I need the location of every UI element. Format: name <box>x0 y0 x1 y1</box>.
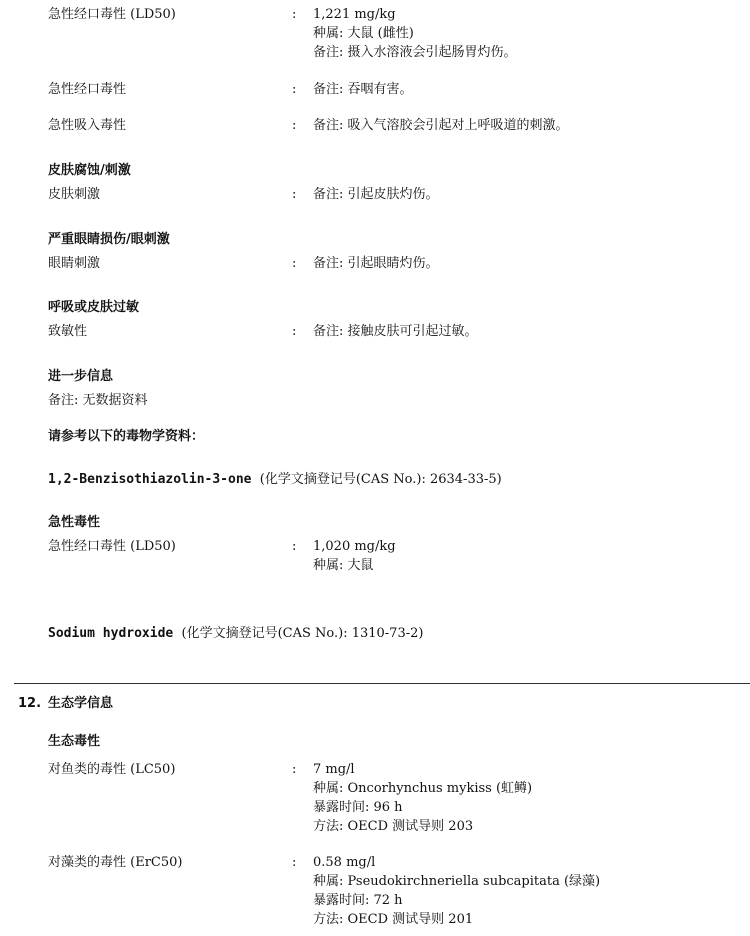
oral-ld50-species: 种属: 大鼠 (雌性) <box>313 26 414 41</box>
colon: : <box>292 82 297 97</box>
colon: : <box>292 762 297 777</box>
eye-note: 备注: 引起眼睛灼伤。 <box>313 256 439 271</box>
algae-species: 种属: Pseudokirchneriella subcapitata (绿藻) <box>313 874 601 889</box>
algae-toxicity-value: 0.58 mg/l <box>313 855 376 870</box>
bit-oral-ld50-value: 1,020 mg/kg <box>313 539 396 554</box>
naoh-substance-name: Sodium hydroxide <box>48 626 174 641</box>
algae-toxicity-label: 对藻类的毒性 (ErC50) <box>48 855 183 870</box>
sensitization-label: 致敏性 <box>48 324 88 339</box>
colon: : <box>292 118 297 133</box>
section-12-number: 12. <box>18 696 42 711</box>
oral-label: 急性经口毒性 <box>48 82 127 97</box>
bit-cas-number: (化学文摘登记号(CAS No.): 2634-33-5) <box>259 472 502 487</box>
eye-heading: 严重眼睛损伤/眼刺激 <box>48 232 170 247</box>
fish-exposure-time: 暴露时间: 96 h <box>313 800 403 815</box>
bit-oral-ld50-species: 种属: 大鼠 <box>313 558 374 573</box>
oral-ld50-note: 备注: 摄入水溶液会引起肠胃灼伤。 <box>313 45 517 60</box>
refer-heading: 请参考以下的毒物学资料： <box>48 429 205 444</box>
section-12-title: 生态学信息 <box>48 696 114 711</box>
skin-note: 备注: 引起皮肤灼伤。 <box>313 187 439 202</box>
inhalation-note: 备注: 吸入气溶胶会引起对上呼吸道的刺激。 <box>313 118 569 133</box>
skin-heading: 皮肤腐蚀/刺激 <box>48 163 131 178</box>
further-info-heading: 进一步信息 <box>48 369 114 384</box>
bit-oral-ld50-label: 急性经口毒性 (LD50) <box>48 539 176 554</box>
bit-acute-heading: 急性毒性 <box>48 515 101 530</box>
further-info-note: 备注: 无数据资料 <box>48 393 148 408</box>
ecotoxicity-heading: 生态毒性 <box>48 734 101 749</box>
eye-label: 眼睛刺激 <box>48 256 101 271</box>
fish-species: 种属: Oncorhynchus mykiss (虹鳟) <box>313 781 533 796</box>
colon: : <box>292 187 297 202</box>
fish-method: 方法: OECD 测试导则 203 <box>313 819 474 834</box>
colon: : <box>292 855 297 870</box>
algae-exposure-time: 暴露时间: 72 h <box>313 893 403 908</box>
colon: : <box>292 7 297 22</box>
oral-ld50-value: 1,221 mg/kg <box>313 7 396 22</box>
fish-toxicity-value: 7 mg/l <box>313 762 355 777</box>
colon: : <box>292 256 297 271</box>
skin-label: 皮肤刺激 <box>48 187 101 202</box>
oral-note: 备注: 吞咽有害。 <box>313 82 413 97</box>
section-divider <box>14 683 750 684</box>
sensitization-heading: 呼吸或皮肤过敏 <box>48 300 140 315</box>
sensitization-note: 备注: 接触皮肤可引起过敏。 <box>313 324 478 339</box>
colon: : <box>292 539 297 554</box>
fish-toxicity-label: 对鱼类的毒性 (LC50) <box>48 762 176 777</box>
algae-method: 方法: OECD 测试导则 201 <box>313 912 474 927</box>
colon: : <box>292 324 297 339</box>
inhalation-label: 急性吸入毒性 <box>48 118 127 133</box>
naoh-cas-number: (化学文摘登记号(CAS No.): 1310-73-2) <box>181 626 424 641</box>
bit-substance-name: 1,2-Benzisothiazolin-3-one <box>48 472 252 487</box>
oral-ld50-label: 急性经口毒性 (LD50) <box>48 7 176 22</box>
